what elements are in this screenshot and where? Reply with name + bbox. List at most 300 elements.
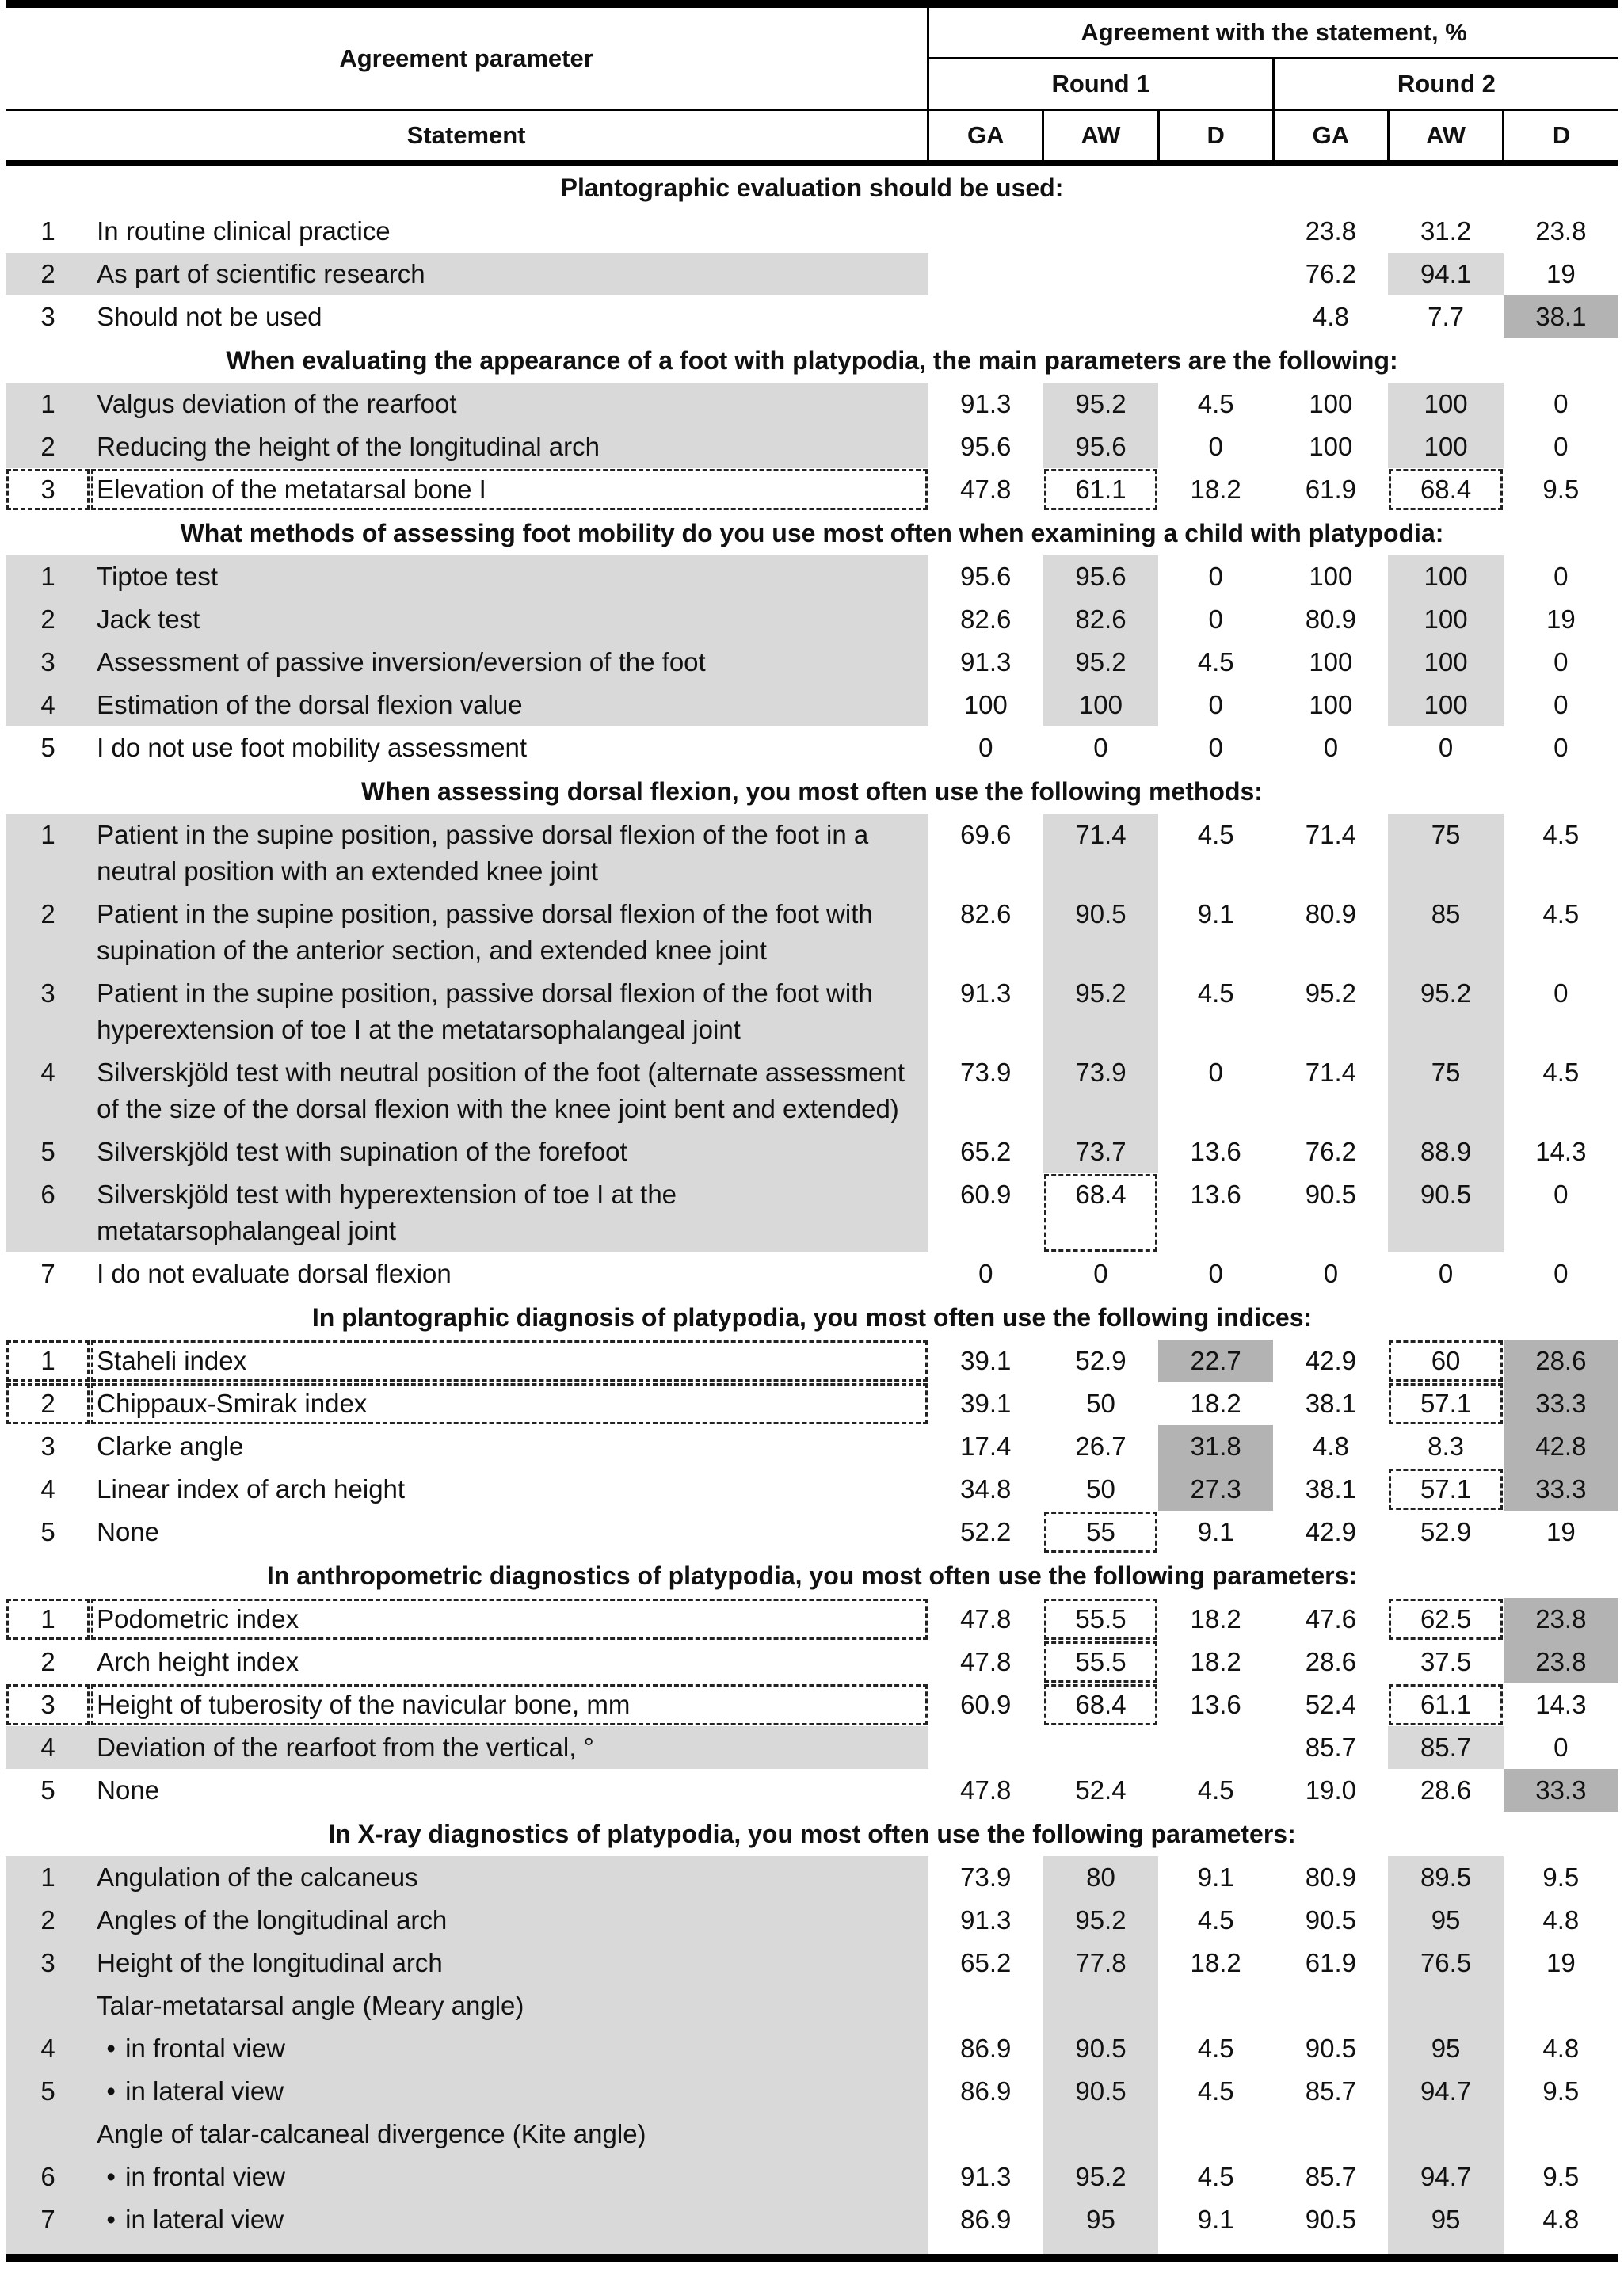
value-cell-r1-ga [928,295,1043,338]
value-cell-r1-d: 4.5 [1197,2162,1234,2191]
value-cell-r2-d: 19 [1546,259,1576,288]
value-cell-r2-aw: 95.2 [1388,972,1503,1051]
statement-text: Reducing the height of the longitudinal arch [97,432,600,461]
value-cell-r2-d: 23.8 [1535,216,1587,246]
value-cell-r1-aw: 95.6 [1043,555,1158,598]
value-cell-r1-aw: 90.5 [1043,2070,1158,2113]
value-cell-r2-ga: 61.9 [1305,1948,1356,1977]
value-cell-r2-d: 9.5 [1542,1862,1580,1892]
table-row [6,1984,1618,2027]
value-cell-r1-aw: 52.9 [1075,1346,1127,1375]
value-cell-r1-ga [928,1984,1043,2027]
statement-text: Talar-metatarsal angle (Meary angle) [97,1991,524,2020]
value-cell-r1-ga: 95.6 [960,432,1012,461]
row-number: 3 [6,1683,90,1726]
value-cell-r1-aw [1043,1984,1158,2027]
value-cell-r1-ga: 0 [978,1259,993,1288]
row-number: 2 [40,1647,55,1676]
value-cell-r2-d: 19 [1546,1517,1576,1546]
table-row [6,210,1618,253]
value-cell-r2-d: 4.5 [1542,899,1580,928]
value-cell-r2-aw: 76.5 [1388,1942,1503,1984]
section-header-row [6,511,1618,555]
value-cell-r1-d: 18.2 [1190,475,1241,504]
table-row [6,1899,1618,1942]
value-cell-r2-d: 0 [1553,432,1569,461]
row-number: 4 [6,1726,90,1769]
value-cell-r1-ga: 65.2 [960,1137,1012,1166]
row-number: 3 [40,302,55,331]
value-cell-r2-ga: 4.8 [1312,302,1349,331]
value-cell-r2-ga: 0 [1323,1259,1339,1288]
value-cell-r2-ga: 47.6 [1305,1604,1356,1634]
value-cell-r1-d: 0 [1208,1259,1223,1288]
value-cell-r1-aw: 68.4 [1043,1683,1158,1726]
value-cell-r1-aw: 100 [1043,684,1158,726]
value-cell-r1-ga: 0 [978,733,993,762]
value-cell-r2-ga: 23.8 [1305,216,1356,246]
row-number: 2 [6,425,90,468]
row-number: 4 [6,1051,90,1130]
value-cell-r2-ga: 100 [1309,562,1353,591]
table-row [6,1130,1618,1173]
statement-cell [90,1641,928,1683]
value-cell-r1-ga: 47.8 [960,1775,1012,1805]
statement-cell [90,210,928,253]
table-row [6,425,1618,468]
value-cell-r1-d: 13.6 [1190,1137,1241,1166]
statement-text: As part of scientific research [97,259,425,288]
statement-text: in lateral view [125,2205,284,2234]
value-cell-r2-aw: 95 [1388,2198,1503,2258]
value-cell-r2-aw: 31.2 [1420,216,1472,246]
value-cell-r2-d: 14.3 [1535,1690,1587,1719]
section-title: When evaluating the appearance of a foot with platypodia, the main parameters are the following: [226,346,1398,375]
table-row [6,1942,1618,1984]
value-cell-r2-d [1504,1984,1618,2027]
statement-cell [90,1051,928,1130]
bullet-icon: • [106,2076,116,2106]
statement-cell [90,2070,928,2113]
section-title: When assessing dorsal flexion, you most often use the following methods: [361,777,1263,806]
statement-text: I do not use foot mobility assessment [97,733,528,762]
statement-text: Angulation of the calcaneus [97,1862,418,1892]
value-cell-r1-d: 13.6 [1190,1180,1241,1209]
row-number: 3 [6,641,90,684]
value-cell-r1-ga: 60.9 [960,1690,1012,1719]
statement-cell [90,2198,928,2258]
value-cell-r1-d [1158,295,1273,338]
value-cell-r2-ga: 38.1 [1305,1474,1356,1504]
value-cell-r2-aw: 94.7 [1388,2156,1503,2198]
value-cell-r2-d: 42.8 [1504,1425,1618,1468]
value-cell-r2-aw: 60 [1388,1340,1503,1382]
value-cell-r2-ga: 71.4 [1305,820,1356,849]
value-cell-r2-d: 0 [1553,647,1569,677]
table-row [6,2156,1618,2198]
value-cell-r1-aw: 90.5 [1043,2027,1158,2070]
value-cell-r2-d: 0 [1553,562,1569,591]
section-header-row [6,1554,1618,1598]
value-cell-r2-d: 0 [1553,690,1569,719]
value-cell-r2-ga: 100 [1309,432,1353,461]
statement-cell [90,1683,928,1726]
value-cell-r1-ga: 60.9 [960,1180,1012,1209]
statement-cell [90,1468,928,1511]
row-number: 5 [6,2070,90,2113]
value-cell-r2-ga: 52.4 [1305,1690,1356,1719]
table-row [6,1641,1618,1683]
value-cell-r2-ga: 28.6 [1305,1647,1356,1676]
statement-text: Elevation of the metatarsal bone I [97,475,486,504]
table-row [6,295,1618,338]
value-cell-r1-d: 9.1 [1197,1862,1234,1892]
value-cell-r2-aw: 8.3 [1428,1432,1464,1461]
bullet-icon: • [106,2205,116,2234]
value-cell-r2-ga: 85.7 [1305,2076,1356,2106]
table-row [6,2113,1618,2156]
row-number: 3 [6,1942,90,1984]
section-header-row [6,338,1618,383]
statement-text: Deviation of the rearfoot from the vertical, ° [97,1733,594,1762]
statement-text: Podometric index [97,1604,299,1634]
row-number: 7 [40,1259,55,1288]
statement-cell [90,2027,928,2070]
value-cell-r1-d: 22.7 [1158,1340,1273,1382]
section-title: In plantographic diagnosis of platypodia, you most often use the following indices: [311,1303,1313,1332]
value-cell-r2-d: 4.8 [1504,2198,1618,2258]
value-cell-r2-aw: 95 [1388,1899,1503,1942]
value-cell-r2-aw: 85.7 [1388,1726,1503,1769]
bullet-icon: • [106,2162,116,2191]
value-cell-r1-aw: 77.8 [1043,1942,1158,1984]
value-cell-r1-ga [928,1726,1043,1769]
table-row [6,1683,1618,1726]
statement-text: Patient in the supine position, passive dorsal flexion of the foot with supination of the anterior section, and extended knee joint [97,899,873,965]
value-cell-r1-d: 4.5 [1197,1905,1234,1935]
section-title: In anthropometric diagnostics of platypodia, you most often use the following parameters: [266,1561,1358,1590]
table-row [6,1340,1618,1382]
table-row [6,1382,1618,1425]
value-cell-r2-ga: 100 [1309,389,1353,418]
value-cell-r1-aw: 68.4 [1043,1173,1158,1252]
value-cell-r2-ga: 38.1 [1305,1389,1356,1418]
value-cell-r1-d [1158,1984,1273,2027]
value-cell-r2-aw: 89.5 [1388,1856,1503,1899]
value-cell-r2-ga: 4.8 [1312,1432,1349,1461]
table-row [6,1511,1618,1554]
value-cell-r2-d: 4.8 [1542,2034,1580,2063]
value-cell-r2-d: 0 [1553,1733,1569,1762]
row-number: 6 [6,1173,90,1252]
row-number: 2 [6,1382,90,1425]
statement-text: in frontal view [125,2034,285,2063]
value-cell-r1-ga [928,253,1043,295]
section-header-row [6,1812,1618,1856]
value-cell-r1-aw: 95.2 [1043,1899,1158,1942]
value-cell-r2-ga: 90.5 [1305,2034,1356,2063]
value-cell-r1-d: 9.1 [1197,1517,1234,1546]
value-cell-r1-aw [1043,253,1158,295]
value-cell-r2-ga: 76.2 [1305,1137,1356,1166]
statement-cell [90,1130,928,1173]
value-cell-r2-aw: 57.1 [1388,1382,1503,1425]
table-header [6,4,1618,163]
value-cell-r1-ga: 82.6 [960,604,1012,634]
value-cell-r2-d: 9.5 [1542,475,1580,504]
section-title: In X-ray diagnostics of platypodia, you most often use the following parameters: [328,1820,1296,1848]
table-row [6,468,1618,511]
value-cell-r1-ga: 39.1 [960,1346,1012,1375]
value-cell-r1-ga: 91.3 [960,389,1012,418]
value-cell-r1-ga [928,2113,1043,2156]
value-cell-r2-aw: 68.4 [1388,468,1503,511]
row-number: 4 [6,684,90,726]
value-cell-r2-d: 9.5 [1542,2162,1580,2191]
value-cell-r1-aw [1043,210,1158,253]
row-number: 5 [40,1775,55,1805]
value-cell-r2-aw: 52.9 [1420,1517,1472,1546]
statement-text: Height of tuberosity of the navicular bone, mm [97,1690,631,1719]
value-cell-r1-aw: 73.9 [1043,1051,1158,1130]
row-number: 4 [40,1474,55,1504]
value-cell-r2-aw: 75 [1388,1051,1503,1130]
col-header-r2-ga: GA [1273,110,1388,163]
value-cell-r1-aw: 95.6 [1043,425,1158,468]
value-cell-r2-aw: 85 [1388,893,1503,972]
statement-text: Angle of talar-calcaneal divergence (Kite angle) [97,2119,646,2148]
table-row [6,555,1618,598]
value-cell-r2-d: 19 [1546,1948,1576,1977]
value-cell-r1-d: 9.1 [1158,2198,1273,2258]
row-number: 2 [6,1899,90,1942]
table-row [6,972,1618,1051]
value-cell-r1-ga: 91.3 [960,1905,1012,1935]
value-cell-r2-ga: 90.5 [1305,1180,1356,1209]
statement-cell [90,1511,928,1554]
statement-text: Assessment of passive inversion/eversion of the foot [97,647,706,677]
value-cell-r2-aw: 62.5 [1388,1598,1503,1641]
statement-cell [90,1173,928,1252]
value-cell-r1-aw: 95.2 [1043,641,1158,684]
value-cell-r1-aw: 80 [1043,1856,1158,1899]
bullet-icon: • [106,2034,116,2063]
row-number: 1 [6,1340,90,1382]
row-number: 1 [6,555,90,598]
value-cell-r2-aw [1388,1984,1503,2027]
value-cell-r1-aw [1043,295,1158,338]
value-cell-r2-d: 28.6 [1504,1340,1618,1382]
value-cell-r1-d: 0 [1208,432,1223,461]
value-cell-r2-ga: 100 [1309,647,1353,677]
value-cell-r2-aw: 0 [1438,733,1454,762]
value-cell-r1-d: 18.2 [1190,1389,1241,1418]
value-cell-r1-ga: 47.8 [960,1647,1012,1676]
value-cell-r2-ga: 80.9 [1305,604,1356,634]
statement-cell [90,726,928,769]
statement-cell [90,893,928,972]
round1-header: Round 1 [928,59,1274,110]
statement-cell [90,1598,928,1641]
value-cell-r2-ga: 42.9 [1305,1346,1356,1375]
value-cell-r1-ga: 73.9 [960,1058,1012,1087]
value-cell-r1-aw: 95.2 [1043,972,1158,1051]
statement-cell [90,1726,928,1769]
value-cell-r2-d: 33.3 [1504,1468,1618,1511]
row-number: 7 [6,2198,90,2258]
value-cell-r1-aw [1043,2113,1158,2156]
value-cell-r1-ga: 65.2 [960,1948,1012,1977]
value-cell-r1-aw: 95 [1043,2198,1158,2258]
value-cell-r2-aw: 61.1 [1388,1683,1503,1726]
value-cell-r2-aw: 90.5 [1388,1173,1503,1252]
value-cell-r2-ga: 100 [1309,690,1353,719]
statement-cell [90,1769,928,1812]
row-number [6,1984,90,2027]
col-header-r2-d: D [1504,110,1618,163]
statement-text: in frontal view [125,2162,285,2191]
value-cell-r2-d: 33.3 [1504,1382,1618,1425]
value-cell-r2-ga: 95.2 [1305,978,1356,1008]
row-number: 3 [40,1432,55,1461]
value-cell-r2-d: 38.1 [1504,295,1618,338]
value-cell-r1-ga: 34.8 [960,1474,1012,1504]
row-number: 5 [6,1130,90,1173]
statement-cell [90,1425,928,1468]
table-row [6,726,1618,769]
value-cell-r1-ga: 86.9 [928,2198,1043,2258]
row-number: 1 [6,1598,90,1641]
statement-cell [90,1942,928,1984]
table-row [6,1173,1618,1252]
row-number: 3 [6,972,90,1051]
statement-cell [90,684,928,726]
value-cell-r1-d: 18.2 [1190,1948,1241,1977]
value-cell-r2-aw: 7.7 [1428,302,1464,331]
value-cell-r2-aw [1388,2113,1503,2156]
value-cell-r1-d: 4.5 [1197,1775,1234,1805]
statement-cell [90,1252,928,1295]
row-number: 1 [6,1856,90,1899]
value-cell-r1-d: 0 [1208,1058,1223,1087]
value-cell-r1-d [1158,1726,1273,1769]
statement-text: Estimation of the dorsal flexion value [97,690,523,719]
value-cell-r1-d: 4.5 [1197,647,1234,677]
table-row [6,684,1618,726]
section-title: Plantographic evaluation should be used: [560,173,1064,202]
value-cell-r1-ga: 86.9 [960,2076,1012,2106]
value-cell-r1-d: 18.2 [1190,1647,1241,1676]
value-cell-r2-d: 4.8 [1542,1905,1580,1935]
value-cell-r2-aw: 95 [1388,2027,1503,2070]
row-number: 2 [6,253,90,295]
value-cell-r2-ga: 19.0 [1305,1775,1356,1805]
statement-text: Clarke angle [97,1432,244,1461]
value-cell-r1-d: 4.5 [1197,978,1234,1008]
row-number: 5 [40,733,55,762]
table-row [6,814,1618,893]
value-cell-r1-aw: 50 [1086,1474,1115,1504]
value-cell-r2-ga [1273,2113,1388,2156]
value-cell-r2-ga: 85.7 [1305,1733,1356,1762]
row-number: 3 [6,468,90,511]
table-row [6,1769,1618,1812]
value-cell-r1-d: 4.5 [1197,2076,1234,2106]
value-cell-r1-ga: 39.1 [960,1389,1012,1418]
value-cell-r1-aw: 26.7 [1075,1432,1127,1461]
value-cell-r2-d: 23.8 [1504,1598,1618,1641]
value-cell-r2-d: 0 [1553,978,1569,1008]
statement-cell [90,598,928,641]
value-cell-r1-d: 0 [1208,604,1223,634]
row-number: 1 [40,216,55,246]
col-header-r1-d: D [1158,110,1273,163]
value-cell-r2-d: 23.8 [1504,1641,1618,1683]
value-cell-r1-ga: 17.4 [960,1432,1012,1461]
value-cell-r2-aw: 88.9 [1388,1130,1503,1173]
table-row [6,1051,1618,1130]
row-number: 4 [6,2027,90,2070]
value-cell-r1-aw: 55 [1043,1511,1158,1554]
value-cell-r1-ga: 82.6 [960,899,1012,928]
value-cell-r2-aw: 94.1 [1388,253,1503,295]
value-cell-r1-aw: 0 [1093,733,1108,762]
value-cell-r1-d: 9.1 [1197,899,1234,928]
value-cell-r2-ga: 76.2 [1305,259,1356,288]
col-header-r1-ga: GA [928,110,1043,163]
statement-text: Staheli index [97,1346,247,1375]
table-row [6,383,1618,425]
statement-text: I do not evaluate dorsal flexion [97,1259,452,1288]
value-cell-r2-d: 14.3 [1535,1137,1587,1166]
value-cell-r1-d [1158,2113,1273,2156]
table-row [6,641,1618,684]
value-cell-r2-d: 0 [1553,1180,1569,1209]
value-cell-r2-aw: 0 [1438,1259,1454,1288]
value-cell-r1-ga [928,210,1043,253]
row-number: 6 [6,2156,90,2198]
statement-cell [90,2156,928,2198]
value-cell-r1-ga: 95.6 [960,562,1012,591]
table-row [6,2027,1618,2070]
section-title: What methods of assessing foot mobility do you use most often when examining a child with platypodia: [180,519,1444,547]
value-cell-r1-ga: 91.3 [960,2162,1012,2191]
value-cell-r1-ga: 69.6 [960,820,1012,849]
value-cell-r2-aw: 100 [1388,598,1503,641]
value-cell-r1-ga: 91.3 [960,647,1012,677]
statement-cell [90,555,928,598]
value-cell-r2-ga: 80.9 [1305,1862,1356,1892]
value-cell-r2-d: 0 [1553,389,1569,418]
statement-text: Arch height index [97,1647,299,1676]
value-cell-r1-aw: 71.4 [1043,814,1158,893]
value-cell-r1-d: 4.5 [1197,2034,1234,2063]
table-body [6,163,1618,2259]
value-cell-r1-aw: 61.1 [1043,468,1158,511]
statement-text: Jack test [97,604,200,634]
table-row [6,1252,1618,1295]
statement-text: Should not be used [97,302,322,331]
value-cell-r1-d: 18.2 [1190,1604,1241,1634]
statement-cell [90,814,928,893]
value-cell-r2-ga: 85.7 [1305,2162,1356,2191]
value-cell-r2-d: 0 [1553,1259,1569,1288]
value-cell-r2-aw: 100 [1388,383,1503,425]
value-cell-r1-d: 0 [1208,690,1223,719]
value-cell-r2-d [1504,2113,1618,2156]
value-cell-r1-aw: 73.7 [1043,1130,1158,1173]
statement-text: Valgus deviation of the rearfoot [97,389,457,418]
